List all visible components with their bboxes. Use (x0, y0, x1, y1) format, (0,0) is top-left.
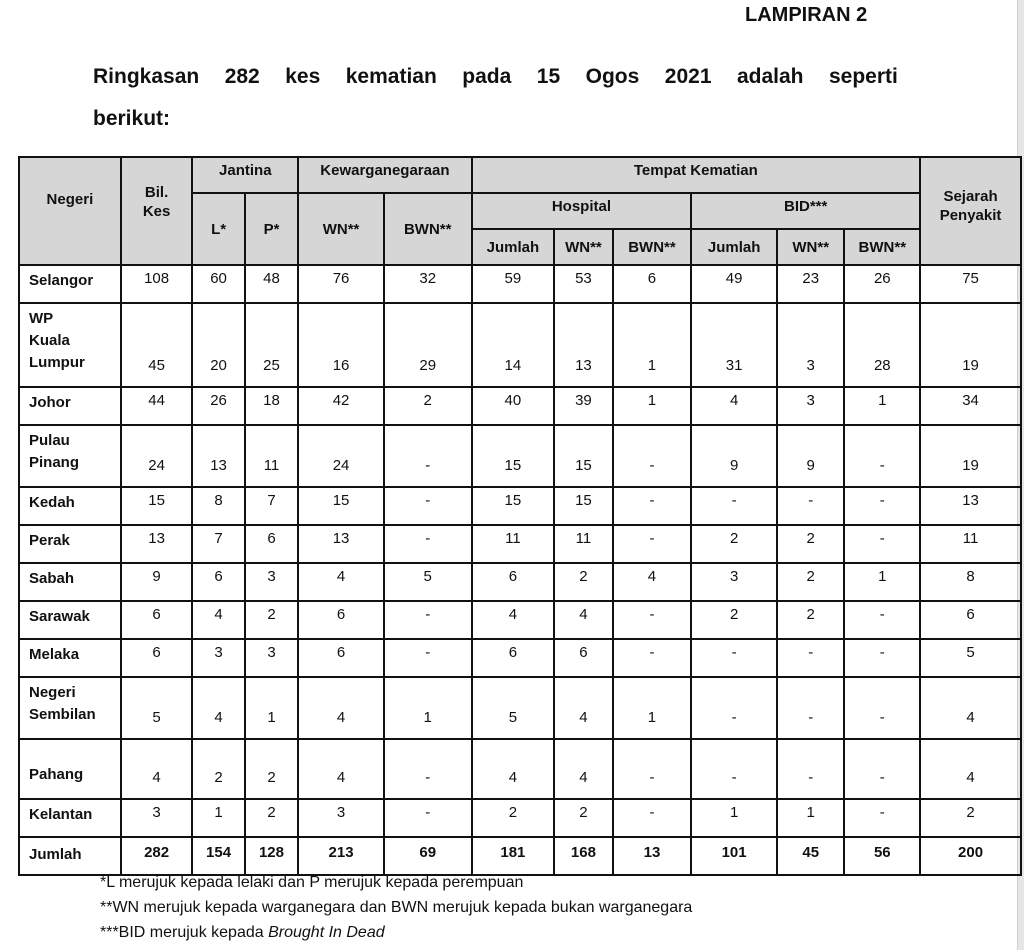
table-cell: 108 (121, 265, 193, 303)
table-cell: - (844, 487, 920, 525)
table-cell: - (844, 525, 920, 563)
header-bid-bwn: BWN** (844, 229, 920, 265)
table-cell: 2 (920, 799, 1021, 837)
intro-word: 282 (224, 65, 260, 88)
header-bid-wn: WN** (777, 229, 845, 265)
table-cell: 16 (298, 303, 384, 387)
table-cell: 1 (384, 677, 472, 739)
table-cell: - (613, 601, 692, 639)
total-cell: 282 (121, 837, 193, 875)
table-cell: 15 (472, 487, 555, 525)
table-cell: 4 (121, 739, 193, 799)
table-cell: - (691, 677, 777, 739)
table-cell: 4 (554, 677, 612, 739)
state-name (19, 739, 121, 799)
intro-paragraph (93, 56, 898, 140)
table-cell: 4 (554, 739, 612, 799)
footnote-bid-prefix: ***BID merujuk kepada (100, 924, 269, 941)
state-name (19, 487, 121, 525)
header-l: L* (192, 193, 244, 265)
intro-word: adalah (736, 65, 804, 88)
state-name (19, 525, 121, 563)
table-cell: 31 (691, 303, 777, 387)
table-cell: 2 (777, 601, 845, 639)
table-cell: 6 (121, 639, 193, 677)
header-bwn: BWN** (384, 193, 472, 265)
table-cell: 4 (192, 601, 244, 639)
intro-word: seperti (829, 65, 898, 88)
table-cell: 1 (777, 799, 845, 837)
table-cell: 11 (920, 525, 1021, 563)
table-cell: 24 (121, 425, 193, 487)
state-name-line: Selangor (29, 272, 94, 289)
state-name-line: WP (29, 310, 54, 327)
table-row (19, 799, 1021, 837)
table-cell: 24 (298, 425, 384, 487)
table-cell: 7 (192, 525, 244, 563)
table-cell: 7 (245, 487, 298, 525)
table-cell: 26 (844, 265, 920, 303)
table-cell: 60 (192, 265, 244, 303)
table-cell: 4 (472, 739, 555, 799)
table-cell: 6 (920, 601, 1021, 639)
table-cell: 9 (691, 425, 777, 487)
table-cell: 4 (298, 739, 384, 799)
table-cell: 4 (691, 387, 777, 425)
table-row (19, 425, 1021, 487)
table-cell: 11 (554, 525, 612, 563)
table-cell: 3 (121, 799, 193, 837)
table-cell: 2 (245, 799, 298, 837)
table-row (19, 387, 1021, 425)
total-cell: 128 (245, 837, 298, 875)
table-cell: 4 (613, 563, 692, 601)
state-name (19, 677, 121, 739)
table-cell: 4 (298, 677, 384, 739)
table-cell: 20 (192, 303, 244, 387)
death-summary-table (18, 156, 1022, 876)
state-name-line: Johor (29, 394, 71, 411)
table-body (19, 265, 1021, 875)
table-cell: - (844, 601, 920, 639)
state-name (19, 639, 121, 677)
table-cell: - (384, 525, 472, 563)
total-cell: 200 (920, 837, 1021, 875)
annex-label: LAMPIRAN 2 (745, 4, 868, 26)
header-bid-jumlah: Jumlah (691, 229, 777, 265)
table-cell: 29 (384, 303, 472, 387)
table-cell: 6 (298, 639, 384, 677)
intro-word: kes (285, 65, 321, 88)
footnote-bid-italic: Brought In Dead (268, 924, 385, 941)
table-cell: 76 (298, 265, 384, 303)
state-name-line: Melaka (29, 646, 80, 663)
table-cell: 49 (691, 265, 777, 303)
state-name-line: Kedah (29, 494, 75, 511)
header-bil-kes: Bil. Kes (121, 157, 193, 265)
table-cell: 2 (554, 563, 612, 601)
table-cell: - (613, 487, 692, 525)
table-row (19, 677, 1021, 739)
table-cell: 3 (245, 639, 298, 677)
total-cell: 181 (472, 837, 555, 875)
header-hospital-jumlah: Jumlah (472, 229, 555, 265)
table-cell: - (613, 739, 692, 799)
state-name-line: Negeri (29, 684, 76, 701)
table-cell: 2 (245, 601, 298, 639)
header-bid: BID*** (691, 193, 920, 229)
table-cell: 53 (554, 265, 612, 303)
table-cell: 13 (554, 303, 612, 387)
table-cell: 4 (192, 677, 244, 739)
intro-word: pada (462, 65, 512, 88)
table-row (19, 601, 1021, 639)
table-cell: 6 (121, 601, 193, 639)
table-cell: 19 (920, 425, 1021, 487)
footnotes (100, 870, 692, 945)
table-cell: 34 (920, 387, 1021, 425)
state-name-line: Pahang (29, 766, 84, 783)
header-hospital-wn: WN** (554, 229, 612, 265)
table-cell: - (844, 799, 920, 837)
table-cell: - (613, 425, 692, 487)
total-cell: 101 (691, 837, 777, 875)
intro-word: Ogos (585, 65, 640, 88)
intro-word: 15 (536, 65, 561, 88)
state-name-line: Pulau (29, 432, 70, 449)
intro-word: 2021 (664, 65, 712, 88)
footnote-gender: *L merujuk kepada lelaki dan P merujuk kepada perempuan (100, 874, 524, 891)
state-name-line: Perak (29, 532, 70, 549)
table-row (19, 303, 1021, 387)
table-cell: - (691, 739, 777, 799)
table-cell: 4 (472, 601, 555, 639)
table-cell: 3 (298, 799, 384, 837)
table-cell: - (844, 425, 920, 487)
table-cell: - (777, 639, 845, 677)
table-cell: - (384, 639, 472, 677)
footnote-citizenship: **WN merujuk kepada warganegara dan BWN merujuk kepada bukan warganegara (100, 899, 693, 916)
state-name-line: Pinang (29, 454, 80, 471)
table-cell: - (777, 677, 845, 739)
table-cell: 4 (554, 601, 612, 639)
table-row (19, 739, 1021, 799)
table-cell: 1 (192, 799, 244, 837)
table-cell: 11 (245, 425, 298, 487)
table-row (19, 563, 1021, 601)
total-cell: 56 (844, 837, 920, 875)
table-cell: 3 (691, 563, 777, 601)
table-cell: 3 (777, 387, 845, 425)
table-cell: 44 (121, 387, 193, 425)
table-cell: - (384, 739, 472, 799)
table-cell: 15 (121, 487, 193, 525)
table-cell: 2 (384, 387, 472, 425)
table-row (19, 265, 1021, 303)
table-cell: 14 (472, 303, 555, 387)
table-cell: 15 (298, 487, 384, 525)
table-cell: 6 (472, 639, 555, 677)
total-cell: 13 (613, 837, 692, 875)
header-kewarganegaraan: Kewarganegaraan (298, 157, 471, 193)
table-cell: 3 (192, 639, 244, 677)
table-cell: 1 (613, 677, 692, 739)
state-name (19, 601, 121, 639)
footnote-bid (100, 920, 692, 945)
table-cell: 5 (472, 677, 555, 739)
state-name-line: Sembilan (29, 706, 96, 723)
table-cell: 40 (472, 387, 555, 425)
table-cell: 6 (613, 265, 692, 303)
table-cell: 2 (691, 601, 777, 639)
intro-word: Ringkasan (93, 65, 200, 88)
table-cell: 2 (554, 799, 612, 837)
table-cell: - (844, 639, 920, 677)
table-cell: - (691, 639, 777, 677)
table-cell: - (691, 487, 777, 525)
table-cell: 5 (920, 639, 1021, 677)
table-cell: 8 (920, 563, 1021, 601)
table-cell: 42 (298, 387, 384, 425)
table-cell: 11 (472, 525, 555, 563)
state-name-line: Kelantan (29, 806, 93, 823)
table-cell: - (844, 739, 920, 799)
table-cell: 1 (613, 303, 692, 387)
table-cell: - (384, 601, 472, 639)
state-name-line: Sabah (29, 570, 75, 587)
total-cell: 69 (384, 837, 472, 875)
table-cell: 15 (554, 425, 612, 487)
table-cell: 13 (298, 525, 384, 563)
table-cell: 59 (472, 265, 555, 303)
table-cell: 9 (121, 563, 193, 601)
table-cell: 1 (613, 387, 692, 425)
table-cell: 2 (777, 563, 845, 601)
table-row (19, 487, 1021, 525)
total-cell: 213 (298, 837, 384, 875)
state-name-line: Lumpur (29, 354, 85, 371)
table-cell: - (613, 639, 692, 677)
table-cell: 39 (554, 387, 612, 425)
table-cell: - (613, 799, 692, 837)
table-cell: 6 (192, 563, 244, 601)
header-p: P* (245, 193, 298, 265)
table-cell: 75 (920, 265, 1021, 303)
table-cell: 26 (192, 387, 244, 425)
table-cell: - (384, 425, 472, 487)
table-cell: 5 (121, 677, 193, 739)
intro-line-1 (93, 56, 898, 98)
total-cell: 45 (777, 837, 845, 875)
table-cell: 32 (384, 265, 472, 303)
table-cell: - (777, 487, 845, 525)
table-cell: 3 (245, 563, 298, 601)
table-cell: 48 (245, 265, 298, 303)
table-cell: 45 (121, 303, 193, 387)
table-cell: 2 (691, 525, 777, 563)
state-name-line: Kuala (29, 332, 70, 349)
table-cell: 4 (920, 677, 1021, 739)
table-cell: 2 (245, 739, 298, 799)
state-name (19, 425, 121, 487)
header-negeri: Negeri (19, 157, 121, 265)
table-cell: - (777, 739, 845, 799)
table-cell: 1 (245, 677, 298, 739)
table-cell: 4 (298, 563, 384, 601)
table-cell: 25 (245, 303, 298, 387)
table-cell: 6 (554, 639, 612, 677)
table-cell: 6 (472, 563, 555, 601)
table-cell: 13 (121, 525, 193, 563)
state-name (19, 799, 121, 837)
table-cell: 18 (245, 387, 298, 425)
table-cell: - (613, 525, 692, 563)
table-row (19, 525, 1021, 563)
table-cell: - (384, 799, 472, 837)
state-name-line: Sarawak (29, 608, 90, 625)
table-cell: 1 (844, 387, 920, 425)
state-name (19, 387, 121, 425)
table-cell: 3 (777, 303, 845, 387)
table-cell: 2 (472, 799, 555, 837)
header-jantina: Jantina (192, 157, 298, 193)
table-cell: 1 (844, 563, 920, 601)
state-name (19, 563, 121, 601)
header-sejarah-penyakit: Sejarah Penyakit (920, 157, 1021, 265)
table-cell: 19 (920, 303, 1021, 387)
header-hospital: Hospital (472, 193, 692, 229)
table-cell: 1 (691, 799, 777, 837)
total-cell: 168 (554, 837, 612, 875)
table-cell: 13 (920, 487, 1021, 525)
total-cell: 154 (192, 837, 244, 875)
state-name (19, 303, 121, 387)
table-cell: 6 (298, 601, 384, 639)
total-label: Jumlah (19, 837, 121, 875)
table-cell: 6 (245, 525, 298, 563)
header-hospital-bwn: BWN** (613, 229, 692, 265)
header-wn: WN** (298, 193, 384, 265)
table-cell: 5 (384, 563, 472, 601)
table-cell: 28 (844, 303, 920, 387)
table-cell: - (844, 677, 920, 739)
table-cell: 2 (192, 739, 244, 799)
intro-line-2: berikut: (93, 107, 171, 130)
table-cell: 8 (192, 487, 244, 525)
header-tempat-kematian: Tempat Kematian (472, 157, 921, 193)
table-cell: - (384, 487, 472, 525)
table-cell: 15 (554, 487, 612, 525)
intro-word: kematian (345, 65, 437, 88)
table-cell: 9 (777, 425, 845, 487)
table-cell: 2 (777, 525, 845, 563)
state-name (19, 265, 121, 303)
table-cell: 15 (472, 425, 555, 487)
table-cell: 4 (920, 739, 1021, 799)
table-cell: 23 (777, 265, 845, 303)
table-cell: 13 (192, 425, 244, 487)
table-row (19, 639, 1021, 677)
